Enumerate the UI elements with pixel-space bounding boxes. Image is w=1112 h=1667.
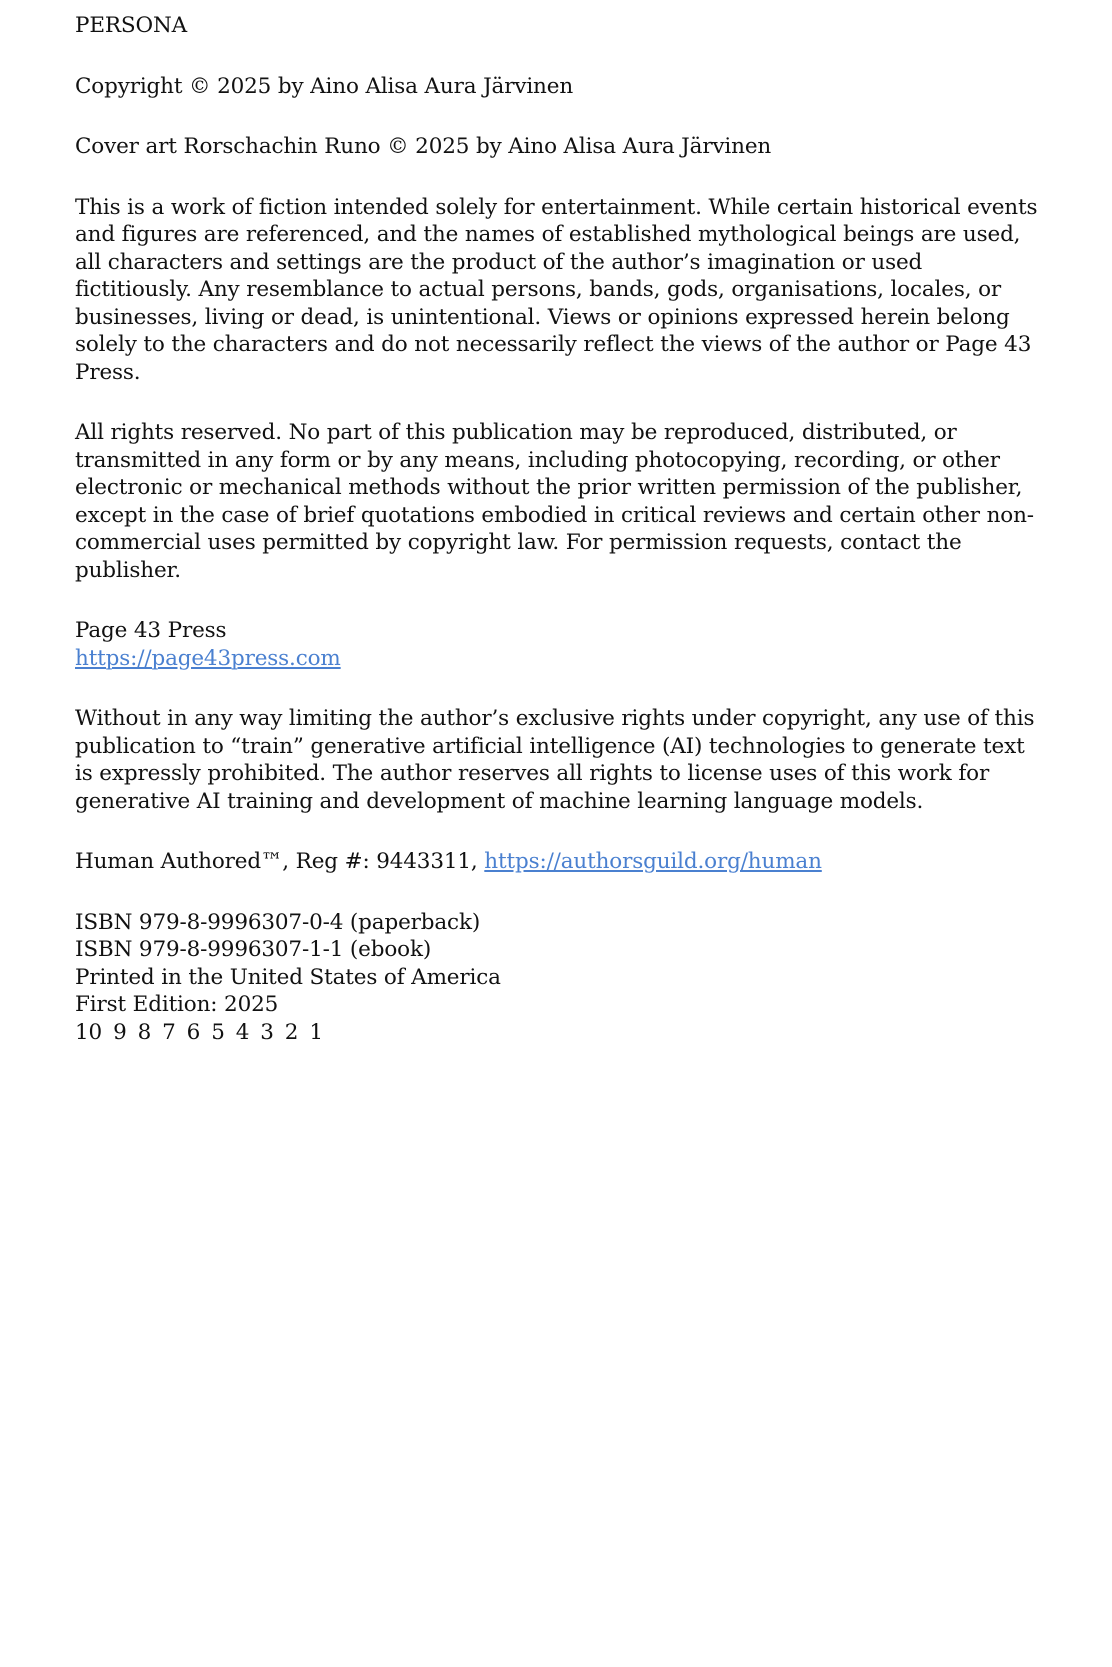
book-title: PERSONA [75, 13, 187, 38]
human-authored-block [75, 848, 1045, 876]
printing-number: 2 [284, 1019, 299, 1045]
copyright-block [75, 73, 1045, 101]
printing-number: 3 [260, 1019, 274, 1045]
printing-number: 4 [235, 1019, 250, 1045]
isbn-paperback: ISBN 979-8-9996307-0-4 (paperback) [75, 909, 481, 935]
rights-notice-block [75, 419, 1045, 584]
printed-in: Printed in the United States of America [75, 964, 501, 990]
publisher-block [75, 617, 1045, 672]
copyright-page [75, 12, 1045, 1079]
ai-notice: Without in any way limiting the author’s exclusive rights under copyright, any use of this publication to “train” generative artificial intelligence (AI) technologies to generate text is expressly prohibited. The author reserves all rights to license uses of this work for generative AI training and development of machine learning language models. [75, 706, 1035, 814]
title-block [75, 12, 1045, 40]
printing-number: 9 [113, 1019, 127, 1045]
edition: First Edition: 2025 [75, 992, 279, 1017]
authors-guild-link[interactable]: https://authorsguild.org/human [484, 849, 822, 874]
printing-number: 10 [75, 1019, 103, 1045]
publisher-url-link[interactable]: https://page43press.com [75, 645, 341, 671]
printing-number: 6 [186, 1019, 201, 1045]
cover-art-block [75, 133, 1045, 161]
printing-number: 1 [309, 1019, 323, 1045]
fiction-notice: This is a work of fiction intended solely for entertainment. While certain historical events and figures are referenced, and the names of established mythological beings are used, all characters and settings are the product of the author’s imagination or used fictitiously. Any resemblance to actual persons, bands, gods, organisations, locales, or businesses, living or dead, is unintentional. Views or opinions expressed herein belong solely to the characters and do not necessarily reflect the views of the author or Page 43 Press. [75, 194, 1038, 385]
printing-number: 7 [162, 1019, 176, 1045]
copyright-line: Copyright © 2025 by Aino Alisa Aura Järvinen [75, 73, 574, 99]
human-authored-line [75, 848, 1045, 876]
printing-line [75, 1019, 1045, 1047]
ai-notice-block [75, 705, 1045, 815]
publication-info-block [75, 909, 1045, 1047]
printing-number: 8 [137, 1019, 152, 1045]
printing-number: 5 [211, 1019, 225, 1045]
rights-notice: All rights reserved. No part of this publication may be reproduced, distributed, or transmitted in any form or by any means, including photocopying, recording, or other electronic or mechanical methods without the prior written permission of the publisher, except in the case of brief quotations embodied in critical reviews and certain other non-commercial uses permitted by copyright law. For permission requests, contact the publisher. [75, 420, 1034, 583]
cover-art-line: Cover art Rorschachin Runo © 2025 by Aino Alisa Aura Järvinen [75, 134, 772, 159]
fiction-notice-block [75, 194, 1045, 387]
human-authored-text: Human Authored™, Reg #: 9443311, [75, 849, 485, 874]
publisher-name: Page 43 Press [75, 618, 227, 643]
isbn-ebook: ISBN 979-8-9996307-1-1 (ebook) [75, 937, 432, 962]
publisher-url-line [75, 645, 1045, 673]
